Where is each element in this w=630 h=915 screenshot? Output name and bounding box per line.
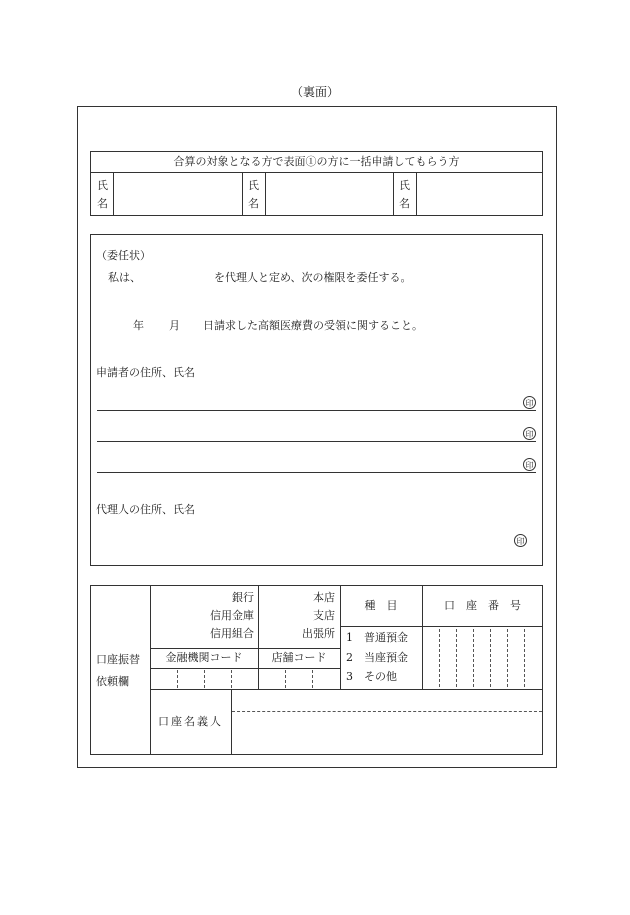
page-side-label: （裏面） bbox=[290, 85, 339, 99]
agent-address-label: 代理人の住所、氏名 bbox=[96, 503, 195, 516]
account-type-option-2[interactable]: 2 当座預金 bbox=[346, 651, 408, 664]
seal-icon: 印 bbox=[523, 458, 536, 471]
account-holder-label: 口座名義人 bbox=[158, 715, 223, 728]
name-field-2[interactable] bbox=[266, 173, 392, 215]
account-number-header: 口 座 番 号 bbox=[444, 599, 521, 612]
applicant-address-label: 申請者の住所、氏名 bbox=[96, 366, 195, 379]
name-label-1-bottom: 名 bbox=[97, 197, 108, 210]
applicant-line-2[interactable] bbox=[97, 441, 536, 442]
branch-type-main: 本店 bbox=[313, 591, 335, 604]
agent-name-field[interactable] bbox=[146, 269, 212, 286]
bank-type-credit-union: 信用組合 bbox=[210, 627, 254, 640]
branch-type-branch: 支店 bbox=[313, 609, 335, 622]
institution-code-label: 金融機関コード bbox=[165, 651, 243, 664]
name-field-1[interactable] bbox=[114, 173, 241, 215]
name-label-2-bottom: 名 bbox=[248, 197, 259, 210]
account-type-option-1[interactable]: 1 普通預金 bbox=[346, 631, 408, 644]
date-year-label: 年 bbox=[133, 319, 144, 332]
bank-type-credit-bank: 信用金庫 bbox=[210, 609, 254, 622]
name-field-3[interactable] bbox=[417, 173, 542, 215]
account-type-option-3[interactable]: 3 その他 bbox=[346, 670, 397, 683]
date-description: 日請求した高額医療費の受領に関すること。 bbox=[203, 319, 423, 332]
proxy-statement-suffix: を代理人と定め、次の権限を委任する。 bbox=[214, 271, 412, 284]
proxy-statement-prefix: 私は、 bbox=[108, 271, 141, 284]
seal-icon: 印 bbox=[523, 427, 536, 440]
name-label-1-top: 氏 bbox=[97, 179, 108, 192]
name-label-2-top: 氏 bbox=[248, 179, 259, 192]
date-month-label: 月 bbox=[169, 319, 180, 332]
branch-type-office: 出張所 bbox=[302, 627, 335, 640]
bank-side-label-1: 口座振替 bbox=[96, 653, 140, 666]
branch-code-field[interactable] bbox=[259, 669, 340, 688]
branch-code-label: 店舗コード bbox=[271, 651, 327, 664]
bank-side-label-2: 依頼欄 bbox=[96, 675, 129, 688]
proxy-title: （委任状） bbox=[96, 249, 151, 262]
account-type-header: 種 目 bbox=[364, 599, 398, 612]
applicant-line-3[interactable] bbox=[97, 472, 536, 473]
bank-type-bank: 銀行 bbox=[232, 591, 254, 604]
seal-icon: 印 bbox=[523, 396, 536, 409]
name-label-3-top: 氏 bbox=[399, 179, 410, 192]
applicant-line-1[interactable] bbox=[97, 410, 536, 411]
seal-icon: 印 bbox=[514, 534, 527, 547]
combined-section-title: 合算の対象となる方で表面①の方に一括申請してもらう方 bbox=[173, 155, 460, 168]
account-holder-field[interactable] bbox=[232, 690, 542, 754]
name-label-3-bottom: 名 bbox=[399, 197, 410, 210]
